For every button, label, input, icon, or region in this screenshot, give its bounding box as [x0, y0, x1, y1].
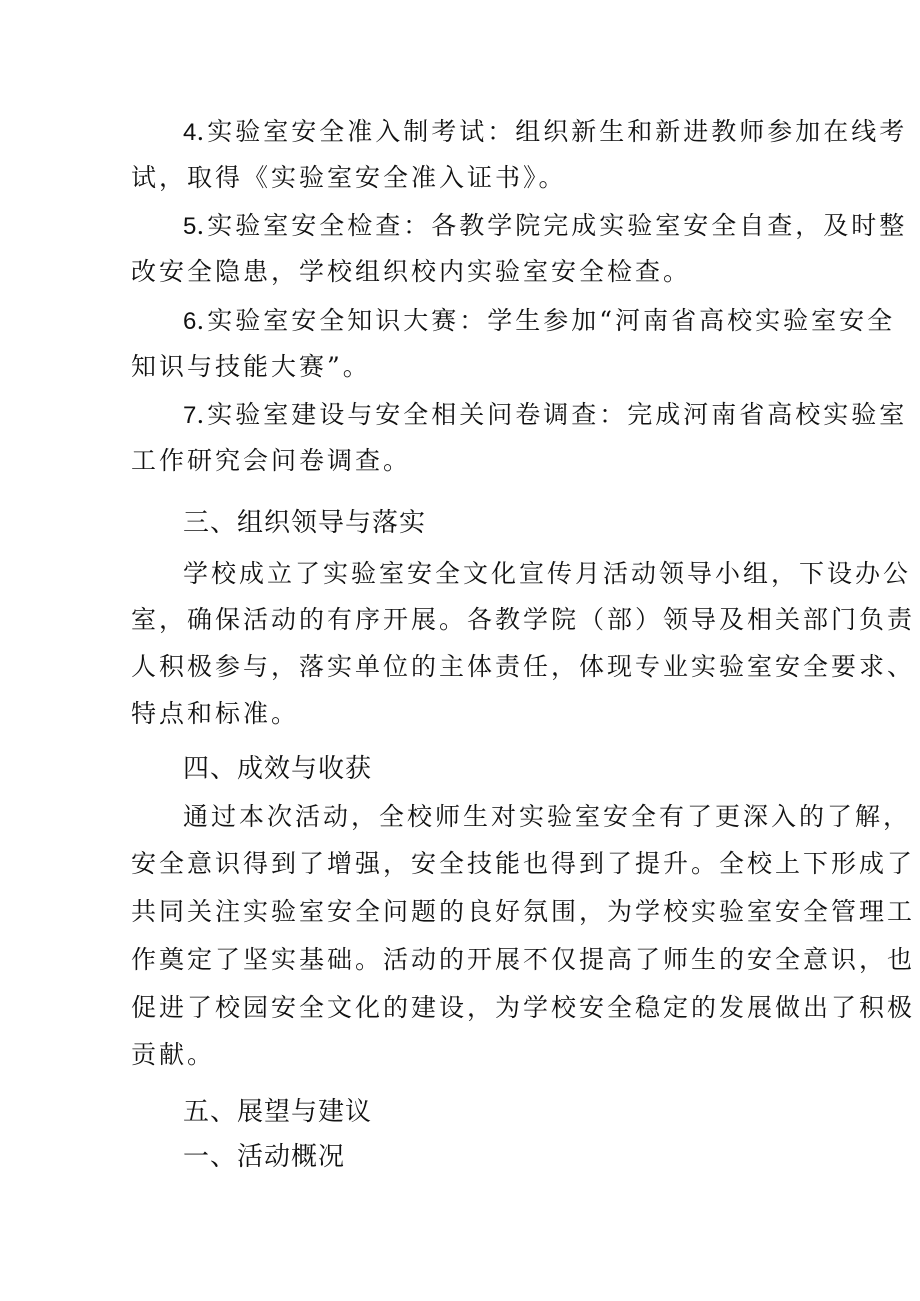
item-4-text: .实验室安全准入制考试：组织新生和新进教师参加在线考	[196, 117, 908, 146]
item-6-line2: 知识与技能大赛”。	[131, 352, 371, 381]
item-6-text: .实验室安全知识大赛：学生参加“河南省高校实验室安全	[196, 306, 896, 335]
item-7-line1	[183, 398, 907, 433]
item-4-line1	[183, 115, 907, 150]
item-4-line2: 试，取得《实验室安全准入证书》。	[131, 163, 567, 192]
item-6-line1	[183, 304, 895, 339]
section-4-line6: 贡献。	[131, 1040, 216, 1069]
section-4-heading: 四、成效与收获	[183, 754, 373, 784]
item-7-number: 7	[183, 402, 197, 429]
section-3-line4: 特点和标准。	[131, 699, 300, 728]
section-4-line2: 安全意识得到了增强，安全技能也得到了提升。全校上下形成了	[131, 849, 916, 878]
section-3-heading: 三、组织领导与落实	[183, 508, 427, 538]
section-3-line3: 人积极参与，落实单位的主体责任，体现专业实验室安全要求、	[131, 652, 916, 681]
section-3-line2: 室，确保活动的有序开展。各教学院（部）领导及相关部门负责	[131, 605, 916, 634]
item-6-number: 6	[183, 308, 197, 335]
section-4-line1: 通过本次活动，全校师生对实验室安全有了更深入的了解，	[183, 802, 912, 831]
item-7-text: .实验室建设与安全相关问卷调查：完成河南省高校实验室	[196, 400, 908, 429]
section-3-line1: 学校成立了实验室安全文化宣传月活动领导小组，下设办公	[183, 559, 912, 588]
item-4-number: 4	[183, 119, 197, 146]
item-5-text: .实验室安全检查：各教学院完成实验室安全自查，及时整	[196, 211, 908, 240]
section-4-line3: 共同关注实验室安全问题的良好氛围，为学校实验室安全管理工	[131, 897, 916, 926]
section-5-heading: 五、展望与建议	[183, 1097, 373, 1127]
section-4-line5: 促进了校园安全文化的建设，为学校安全稳定的发展做出了积极	[131, 993, 916, 1022]
section-1-heading: 一、活动概况	[183, 1142, 346, 1172]
item-5-line1	[183, 209, 907, 244]
item-5-number: 5	[183, 213, 197, 240]
item-7-line2: 工作研究会问卷调查。	[131, 446, 412, 475]
item-5-line2: 改安全隐患，学校组织校内实验室安全检查。	[131, 257, 692, 286]
section-4-line4: 作奠定了坚实基础。活动的开展不仅提高了师生的安全意识，也	[131, 945, 916, 974]
